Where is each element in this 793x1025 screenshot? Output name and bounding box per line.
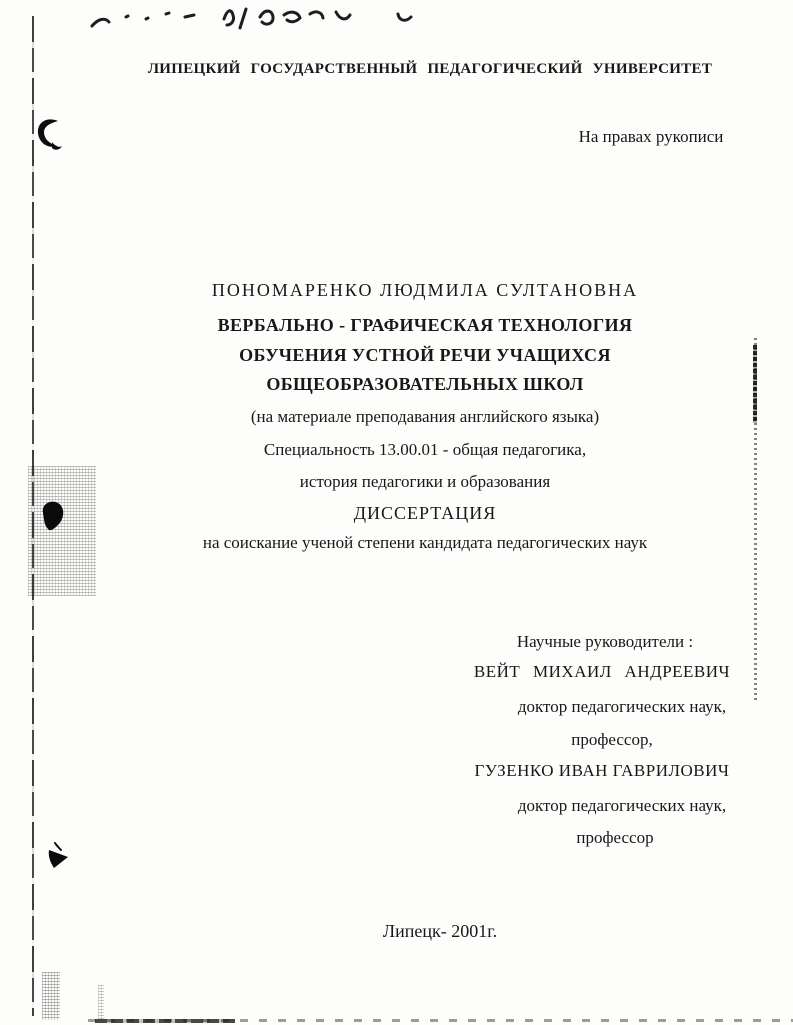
ink-blob-top-left-icon <box>36 116 66 156</box>
advisor-1-rank: профессор, <box>571 730 653 749</box>
city-and-year: Липецк- 2001г. <box>382 921 498 941</box>
subject-material-note: (на материале преподавания английского языка) <box>250 407 600 426</box>
advisor-2-name: ГУЗЕНКО ИВАН ГАВРИЛОВИЧ <box>474 761 730 780</box>
scan-noise-bottom-left <box>42 972 60 1020</box>
bottom-edge-dark-segment <box>95 1019 235 1023</box>
advisor-1-degree: доктор педагогических наук, <box>517 697 727 716</box>
dissertation-title-line-2: ОБУЧЕНИЯ УСТНОЙ РЕЧИ УЧАЩИХСЯ <box>239 345 611 365</box>
author-name: ПОНОМАРЕНКО ЛЮДМИЛА СУЛТАНОВНА <box>211 280 639 300</box>
specialty-line-2: история педагогики и образования <box>299 472 551 491</box>
advisor-2-degree: доктор педагогических наук, <box>517 796 727 815</box>
dissertation-title-line-3: ОБЩЕОБРАЗОВАТЕЛЬНЫХ ШКОЛ <box>266 374 584 394</box>
document-type: ДИССЕРТАЦИЯ <box>353 503 497 523</box>
advisor-2-rank: профессор <box>576 828 654 847</box>
manuscript-rights-note: На правах рукописи <box>578 127 724 146</box>
university-name: ЛИПЕЦКИЙ ГОСУДАРСТВЕННЫЙ ПЕДАГОГИЧЕСКИЙ УНИВЕРСИТЕТ <box>147 61 713 77</box>
advisors-heading: Научные руководители : <box>516 632 694 651</box>
dissertation-title-line-1: ВЕРБАЛЬНО - ГРАФИЧЕСКАЯ ТЕХНОЛОГИЯ <box>217 315 633 335</box>
handwriting-marks-icon <box>88 2 428 36</box>
degree-sought-line: на соискание ученой степени кандидата педагогических наук <box>202 533 648 552</box>
advisor-1-name: ВЕЙТ МИХАИЛ АНДРЕЕВИЧ <box>473 662 731 681</box>
specialty-line-1: Специальность 13.00.01 - общая педагогика, <box>263 440 587 459</box>
scan-noise-bottom-left-2 <box>98 985 104 1019</box>
ink-blob-bottom-left-icon <box>46 840 72 872</box>
